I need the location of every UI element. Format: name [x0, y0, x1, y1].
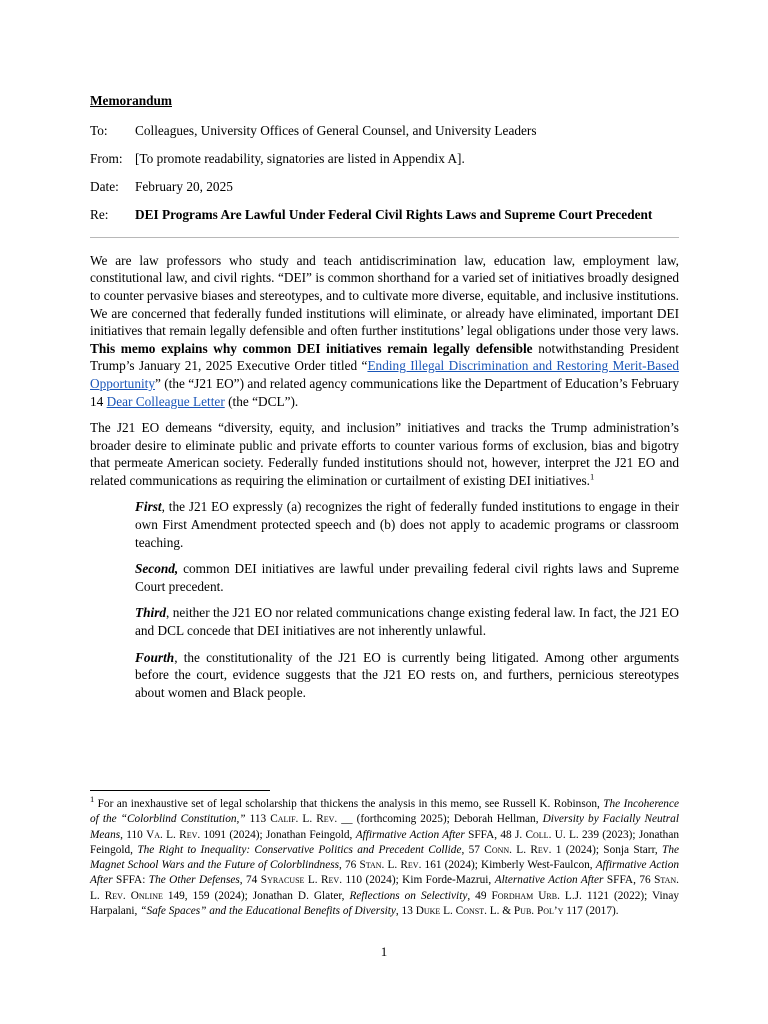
date-value: February 20, 2025: [135, 178, 233, 194]
footnote-text: 1 (2024); Sonja Starr,: [551, 843, 663, 856]
point-text: , the J21 EO expressly (a) recognizes the right of federally funded institutions to engage in their own First Amendment protected speech and (b) does not apply to academic programs or classroom teaching.: [135, 499, 679, 550]
journal-name: Calif. L. Rev.: [270, 813, 338, 826]
journal-name: Stan. L. Rev. Online: [90, 874, 679, 902]
header-divider: [90, 237, 679, 238]
footnote-text: __ (forthcoming 2025); Deborah Hellman,: [337, 813, 543, 826]
from-value: [To promote readability, signatories are listed in Appendix A].: [135, 150, 465, 166]
intro-paragraph: [90, 252, 679, 410]
point-lead: First: [135, 499, 162, 515]
second-paragraph-text: The J21 EO demeans “diversity, equity, and inclusion” initiatives and tracks the Trump administration’s broader desire to eliminate public and private efforts to counter various forms of exclusion, bias and bigotry that permeate American society. Federally funded institutions should not, however, interpret the J21 EO and related communications as requiring the elimination or curtailment of existing DEI initiatives.: [90, 420, 679, 488]
intro-text-c: ” (the “J21 EO”) and related agency communications like the Department of Education’s February 14: [90, 375, 679, 409]
footnote-text: For an inexhaustive set of legal scholarship that thickens the analysis in this memo, see Russell K. Robinson,: [94, 798, 604, 810]
journal-name: J. Coll. U. L.: [514, 828, 579, 841]
footnote-text: 149, 159 (2024); Jonathan D. Glater,: [162, 889, 350, 902]
point-third: [135, 604, 679, 639]
re-value: DEI Programs Are Lawful Under Federal Civil Rights Laws and Supreme Court Precedent: [135, 207, 653, 223]
footnote-text: SFFA, 76: [603, 874, 655, 887]
journal-name: Conn. L. Rev.: [484, 843, 552, 856]
footnote-text: , 13: [395, 905, 416, 918]
second-paragraph: [90, 419, 679, 489]
from-row: [90, 150, 679, 168]
dear-colleague-letter-link[interactable]: Dear Colleague Letter: [106, 393, 225, 409]
footnote-text: , 110: [120, 828, 147, 841]
from-label: From:: [90, 150, 123, 166]
intro-text-a: We are law professors who study and teach antidiscrimination law, education law, employment law, constitutional law, and civil rights. “DEI” is common shorthand for a varied set of initiatives broadly designed to counter pervasive biases and stereotypes, and to cultivate more diverse, equitable, and inclusive institutions. We are concerned that federally funded institutions will eliminate, or already have eliminated, important DEI initiatives that remain legally defensible and often further institutions’ legal obligations under those very laws.: [90, 252, 679, 339]
point-text: , neither the J21 EO nor related communications change existing federal law. In fact, the J21 EO and DCL concede that DEI initiatives are not inherently unlawful.: [135, 605, 679, 639]
citation-title: “Safe Spaces” and the Educational Benefits of Diversity: [140, 905, 396, 918]
journal-name: Stan. L. Rev.: [359, 859, 422, 872]
citation-title: The Right to Inequality: Conservative Politics and Precedent Collide: [137, 843, 462, 856]
footnote-text: , 76: [339, 859, 360, 872]
re-row: [90, 206, 679, 224]
journal-name: Fordham Urb. L.J.: [491, 889, 582, 902]
footnote-text: 161 (2024); Kimberly West-Faulcon,: [421, 859, 596, 872]
footnote-text: SFFA, 48: [464, 828, 515, 841]
citation-title: The Other Defenses: [148, 874, 240, 887]
point-text: common DEI initiatives are lawful under prevailing federal civil rights laws and Supreme Court precedent.: [135, 561, 679, 594]
footnote-reference[interactable]: 1: [589, 471, 595, 482]
date-label: Date:: [90, 178, 119, 194]
point-first: [135, 498, 679, 551]
to-value: Colleagues, University Offices of General Counsel, and University Leaders: [135, 122, 537, 138]
citation-title: The Incoherence of the “Colorblind Constitution,”: [90, 798, 679, 826]
footnote-text: 117 (2017).: [563, 905, 619, 918]
footnote-text: , 57: [461, 843, 485, 856]
intro-text-b: notwithstanding President Trump’s January 21, 2025 Executive Order titled “: [90, 340, 680, 374]
footnote-text: SFFA:: [112, 874, 149, 887]
point-lead: Third: [135, 605, 167, 621]
footnote-text: , 49: [467, 889, 492, 902]
to-row: [90, 122, 679, 140]
footnote-text: 113: [245, 813, 271, 826]
footnote-text: 110 (2024); Kim Forde-Mazrui,: [342, 874, 495, 887]
date-row: [90, 178, 679, 196]
citation-title: Affirmative Action After: [90, 859, 679, 887]
citation-title: Diversity by Facially Neutral Means: [90, 813, 679, 841]
memo-title: Memorandum: [90, 93, 172, 108]
footnote-text: 1121 (2022); Vinay Harpalani,: [90, 889, 679, 918]
citation-title: Reflections on Selectivity: [349, 889, 468, 902]
memo-page: [90, 92, 679, 710]
re-label: Re:: [90, 207, 109, 223]
executive-order-link[interactable]: Ending Illegal Discrimination and Restoring Merit-Based Opportunity: [90, 358, 680, 391]
journal-name: Duke L. Const. L. & Pub. Pol’y: [415, 905, 564, 918]
to-label: To:: [90, 122, 108, 138]
footnote-text: 239 (2023); Jonathan Feingold,: [90, 828, 679, 856]
key-points: [135, 498, 679, 701]
intro-text-d: (the “DCL”).: [224, 393, 299, 409]
journal-name: Syracuse L. Rev.: [260, 874, 343, 887]
citation-title: Affirmative Action After: [355, 828, 465, 841]
citation-title: Alternative Action After: [494, 874, 604, 887]
point-second: [135, 560, 679, 595]
point-lead: Second,: [135, 561, 179, 577]
footnote-1: [90, 794, 679, 919]
footnote-text: , 74: [239, 874, 261, 887]
footnote-divider: [90, 790, 270, 791]
point-text: , the constitutionality of the J21 EO is currently being litigated. Among other arguments before the court, evidence suggests that the J21 EO rests on, and furthers, pernicious stereotypes about women and Black people.: [135, 649, 679, 700]
point-lead: Fourth: [135, 649, 175, 665]
intro-bold-thesis: This memo explains why common DEI initiatives remain legally defensible: [90, 340, 533, 356]
footnote-text: 1091 (2024); Jonathan Feingold,: [200, 828, 356, 841]
page-number: 1: [380, 944, 388, 959]
citation-title: The Magnet School Wars and the Future of Colorblindness: [90, 843, 679, 872]
journal-name: Va. L. Rev.: [146, 828, 201, 841]
point-fourth: [135, 649, 679, 702]
footnote-number: 1: [90, 794, 95, 805]
